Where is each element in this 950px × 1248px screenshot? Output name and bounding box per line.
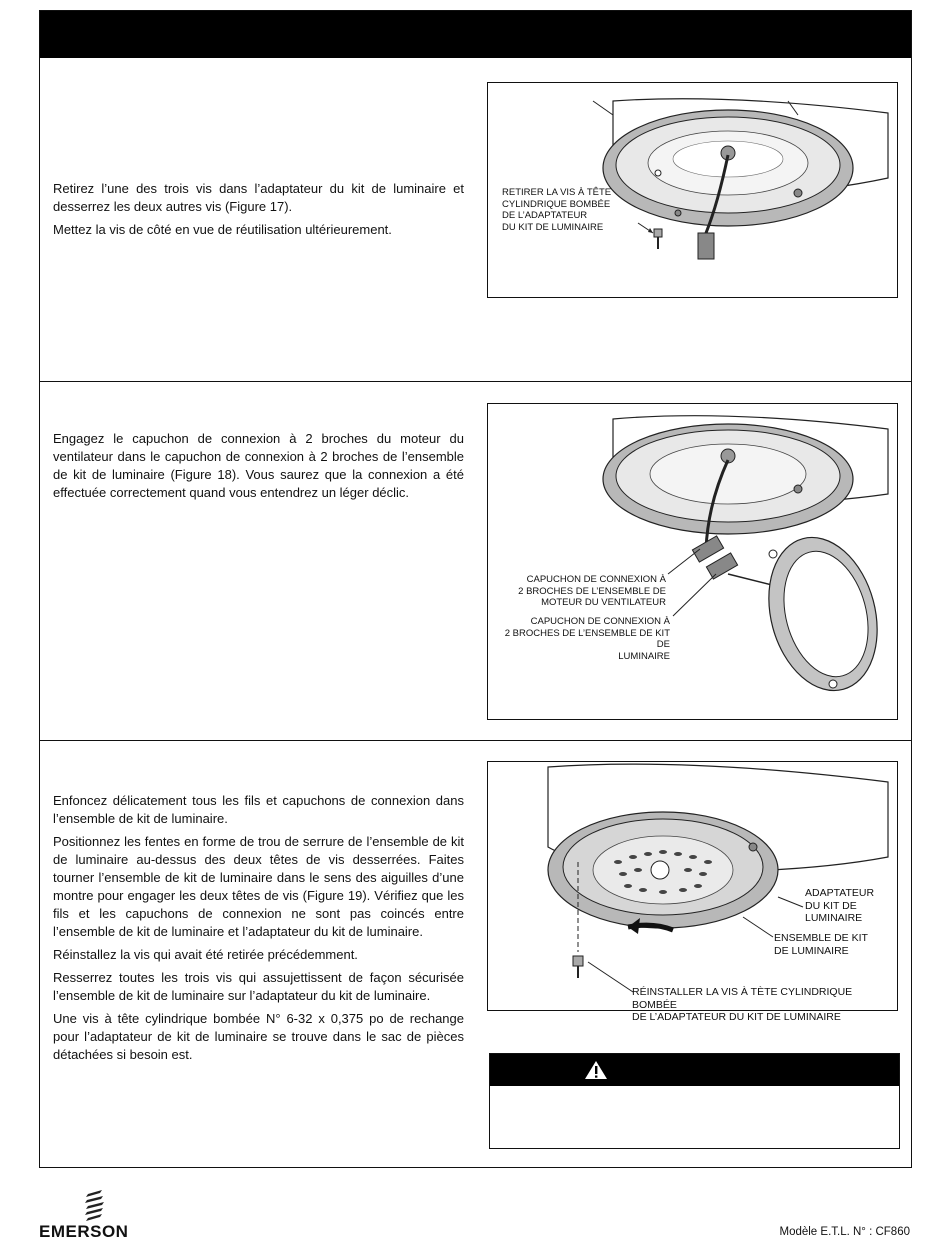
figure-17 [487, 82, 898, 298]
model-number: Modèle E.T.L. N° : CF860 [779, 1226, 910, 1238]
step-2-text [53, 430, 464, 507]
step-3-paragraph: Positionnez les fentes en forme de trou de serrure de l’ensemble de kit de luminaire au-dessus des deux têtes de vis desserrées. Faites tourner l’ensemble de kit de luminaire dans le sens des aiguilles d’une montre pour engager les deux têtes de vis (Figure 19). Vérifiez que les fils et les capuchons de connexion ne sont pas coincés entre l’ensemble de kit de luminaire et l’adaptateur du kit de luminaire. [53, 834, 464, 939]
page-frame [39, 10, 912, 1168]
step-section-2 [40, 382, 911, 741]
warning-box [489, 1053, 900, 1149]
figure-18-label-light-kit-connector: CAPUCHON DE CONNEXION À 2 BROCHES DE L’ENSEMBLE DE KIT DE LUMINAIRE [504, 616, 670, 662]
step-1-paragraph: Mettez la vis de côté en vue de réutilisation ultérieurement. [53, 222, 392, 237]
step-1-paragraph: Retirez l’une des trois vis dans l’adaptateur du kit de luminaire et desserrez les deux autres vis (Figure 17). [53, 181, 464, 214]
step-3-paragraph: Réinstallez la vis qui avait été retirée précédemment. [53, 947, 358, 962]
step-1-text [53, 180, 464, 244]
figure-19 [487, 761, 898, 1023]
figure-19-label-light-kit: ENSEMBLE DE KIT DE LUMINAIRE [774, 932, 868, 957]
figure-18 [487, 403, 898, 720]
step-3-paragraph: Une vis à tête cylindrique bombée N° 6-32 x 0,375 po de rechange pour l’adaptateur de kit de luminaire se trouve dans le sac de pièces détachées si besoin est. [53, 1011, 464, 1062]
figure-18-illustration [488, 404, 899, 721]
brand-name: EMERSON [39, 1222, 129, 1241]
step-section-3 [40, 741, 911, 1169]
figure-17-label-remove-screw: RETIRER LA VIS À TÊTE CYLINDRIQUE BOMBÉE DE L’ADAPTATEUR DU KIT DE LUMINAIRE [502, 187, 612, 233]
figure-19-label-reinstall-screw: RÉINSTALLER LA VIS À TÈTE CYLINDRIQUE BOMBÉE DE L’ADAPTATEUR DU KIT DE LUMINAIRE [632, 986, 853, 1023]
emerson-logo [39, 1190, 159, 1240]
warning-header [490, 1054, 899, 1086]
figure-19-label-adapter: ADAPTATEUR DU KIT DE LUMINAIRE [805, 887, 875, 924]
step-3-paragraph: Enfoncez délicatement tous les fils et capuchons de connexion dans l’ensemble de kit de luminaire. [53, 793, 464, 826]
step-3-paragraph: Resserrez toutes les trois vis qui assujettissent de façon sécurisée l’ensemble de kit de luminaire sur l’adaptateur du kit de luminaire. [53, 970, 464, 1003]
figure-18-label-motor-connector: CAPUCHON DE CONNEXION À 2 BROCHES DE L’ENSEMBLE DE MOTEUR DU VENTILATEUR [518, 574, 666, 608]
warning-triangle-icon [584, 1060, 608, 1080]
step-2-paragraph: Engagez le capuchon de connexion à 2 broches du moteur du ventilateur dans le capuchon de connexion à 2 broches de l’ensemble de kit de luminaire (Figure 18). Vous saurez que la connexion a été effectuée correctement quand vous entendrez un léger déclic. [53, 431, 464, 500]
step-3-text [53, 792, 464, 1069]
emerson-logo-mark-icon [82, 1190, 108, 1224]
header-bar [40, 11, 911, 58]
step-section-1 [40, 58, 911, 382]
